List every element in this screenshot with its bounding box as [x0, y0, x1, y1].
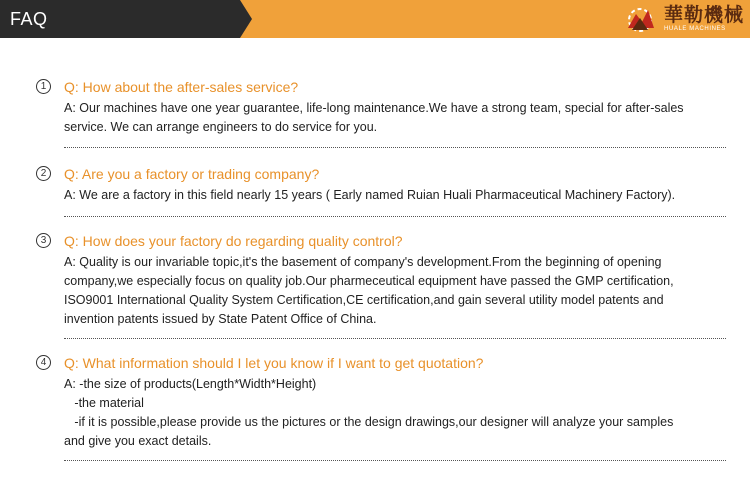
answer-line: A: Quality is our invariable topic,it's the basement of company's development.From the beginning of opening — [64, 255, 662, 269]
logo-mark-icon — [620, 4, 660, 34]
faq-number-3: 3 — [36, 233, 51, 248]
faq-question-3: Q: How does your factory do regarding quality control? — [64, 233, 403, 249]
page-title: FAQ — [10, 9, 48, 29]
faq-answer-2 — [64, 186, 724, 205]
faq-number-4: 4 — [36, 355, 51, 370]
answer-line: ISO9001 International Quality System Certification,CE certification,and gain several utility model patents and — [64, 293, 664, 307]
answer-line: invention patents issued by State Patent Office of China. — [64, 312, 377, 326]
answer-line: service. We can arrange engineers to do service for you. — [64, 120, 378, 134]
faq-question-1: Q: How about the after-sales service? — [64, 79, 299, 95]
header-arrow-shape — [240, 0, 252, 38]
faq-divider — [64, 216, 726, 217]
answer-line: and give you exact details. — [64, 434, 212, 448]
faq-question-2: Q: Are you a factory or trading company? — [64, 166, 320, 182]
faq-divider — [64, 147, 726, 148]
faq-answer-4 — [64, 375, 724, 451]
answer-line: A: Our machines have one year guarantee, life-long maintenance.We have a strong team, special for after-sales — [64, 101, 684, 115]
answer-line: A: We are a factory in this field nearly 15 years ( Early named Ruian Huali Pharmaceutical Machinery Factory). — [64, 188, 676, 202]
faq-divider — [64, 460, 726, 461]
faq-number-2: 2 — [36, 166, 51, 181]
answer-line: -if it is possible,please provide us the pictures or the design drawings,our designer will analyze your samples — [64, 415, 674, 429]
logo-chinese-text: 華勒機械 — [663, 4, 744, 26]
header-bar — [0, 0, 750, 38]
logo-english-text: HUALE MACHINES — [663, 26, 726, 32]
answer-line: A: -the size of products(Length*Width*Height) — [64, 377, 317, 391]
faq-number-1: 1 — [36, 79, 51, 94]
faq-question-4: Q: What information should I let you know if I want to get quotation? — [64, 355, 484, 371]
faq-answer-1 — [64, 99, 724, 137]
faq-divider — [64, 338, 726, 339]
answer-line: company,we especially focus on quality job.Our pharmeceutical equipment have passed the GMP certification, — [64, 274, 674, 288]
answer-line: -the material — [64, 396, 144, 410]
faq-answer-3 — [64, 253, 724, 329]
company-logo — [620, 3, 744, 35]
